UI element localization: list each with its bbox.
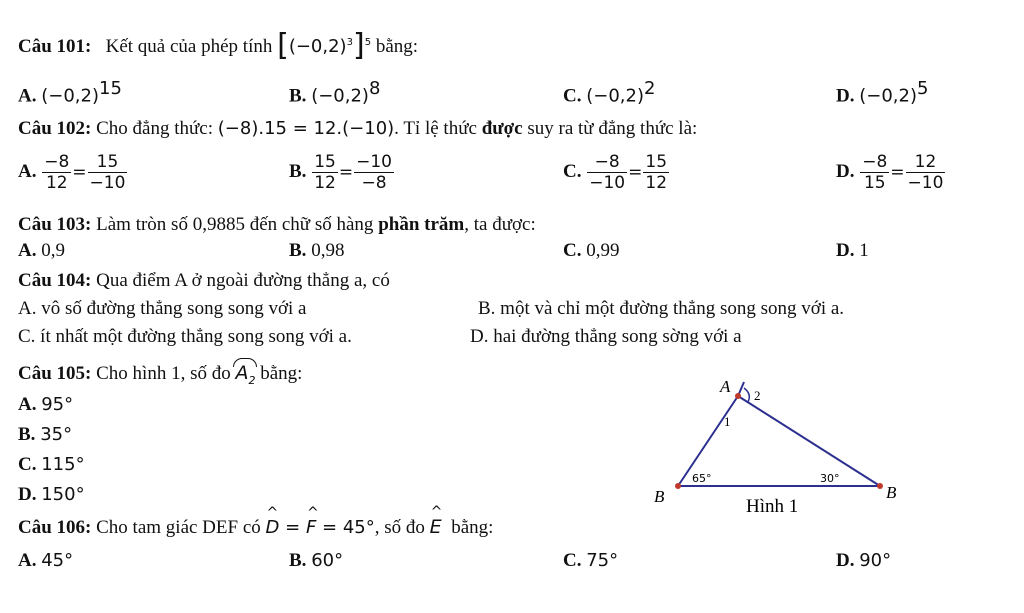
question-101 (18, 28, 418, 63)
q102-text: Cho đẳng thức: (96, 118, 214, 139)
q105-option-a[interactable]: A. 95° (18, 394, 74, 415)
question-105: Câu 105: Cho hình 1, số đo $A_2$ bằng: (18, 362, 303, 387)
point-b-left (675, 483, 681, 489)
q101-option-b[interactable]: B. $(-0,2)^8$ (289, 78, 381, 107)
q102-option-b[interactable]: B. $\frac{15}{12}$ = $\frac{-10}{-8}$ (289, 152, 392, 193)
q103-label: Câu 103: (18, 214, 92, 235)
q103-option-a[interactable]: A. 0,9 (18, 240, 65, 261)
question-102: Câu 102: Cho đẳng thức: (−8).15 = 12.(−10). Tỉ lệ thức được suy ra từ đẳng thức là: (18, 118, 698, 139)
label-angle-2: 2 (754, 388, 761, 403)
q106-option-c[interactable]: C. 75° (563, 550, 619, 571)
q104-label: Câu 104: (18, 270, 92, 291)
q102-option-c[interactable]: C. $\frac{-8}{-10}$ = $\frac{15}{12}$ (563, 152, 668, 193)
q105-angle: $A_2$ (235, 362, 256, 387)
q101-option-a[interactable]: A. $(-0,2)^{15}$ (18, 78, 122, 107)
q105-label: Câu 105: (18, 363, 92, 384)
q104-option-a[interactable]: A. vô số đường thẳng song song với a (18, 298, 307, 319)
q104-option-c[interactable]: C. ít nhất một đường thẳng song song với a. (18, 326, 352, 347)
question-106: Câu 106: Cho tam giác DEF có ^ D = ^ F = 45°, số đo ^ E bằng: (18, 516, 493, 539)
question-104: Câu 104: Qua điểm A ở ngoài đường thẳng a, có (18, 270, 390, 291)
q103-option-c[interactable]: C. 0,99 (563, 240, 620, 261)
q101-option-d[interactable]: D. $(-0,2)^5$ (836, 78, 929, 107)
q101-suffix: bằng: (375, 36, 419, 57)
q102-option-a[interactable]: A. $\frac{-8}{12}$ = $\frac{15}{-10}$ (18, 152, 126, 193)
q103-option-d[interactable]: D. 1 (836, 240, 869, 261)
question-103: Câu 103: Làm tròn số 0,9885 đến chữ số hàng phần trăm, ta được: (18, 214, 536, 235)
q105-option-d[interactable]: D. 150° (18, 484, 85, 505)
q102-label: Câu 102: (18, 118, 92, 139)
q102-option-d[interactable]: D. $\frac{-8}{15}$ = $\frac{12}{-10}$ (836, 152, 944, 193)
q106-option-a[interactable]: A. 45° (18, 550, 74, 571)
label-65: 65° (692, 472, 712, 485)
point-a (735, 393, 741, 399)
label-angle-1: 1 (724, 414, 731, 429)
label-30: 30° (820, 472, 840, 485)
q106-option-d[interactable]: D. 90° (836, 550, 892, 571)
q105-option-c[interactable]: C. 115° (18, 454, 85, 475)
point-b-right (877, 483, 883, 489)
q106-label: Câu 106: (18, 517, 92, 538)
q101-option-c[interactable]: C. $(-0,2)^2$ (563, 78, 656, 107)
figure-triangle (640, 370, 920, 520)
segment-ab-right (738, 396, 880, 486)
q102-equation: (−8).15 = 12.(−10) (217, 118, 395, 139)
figure-caption: Hình 1 (746, 496, 799, 517)
q103-option-b[interactable]: B. 0,98 (289, 240, 345, 261)
q101-label: Câu 101: (18, 36, 92, 57)
q101-expression: $[(-0,2)^3]^5$ (277, 28, 372, 63)
label-a: A (720, 377, 731, 396)
q104-option-d[interactable]: D. hai đường thẳng song sờng với a (470, 326, 742, 347)
label-b-right: B (886, 483, 897, 502)
q105-option-b[interactable]: B. 35° (18, 424, 73, 445)
q106-option-b[interactable]: B. 60° (289, 550, 344, 571)
label-b-left: B (654, 487, 665, 506)
q104-option-b[interactable]: B. một và chỉ một đường thẳng song song với a. (478, 298, 845, 319)
q101-text: Kết quả của phép tính (105, 36, 273, 57)
